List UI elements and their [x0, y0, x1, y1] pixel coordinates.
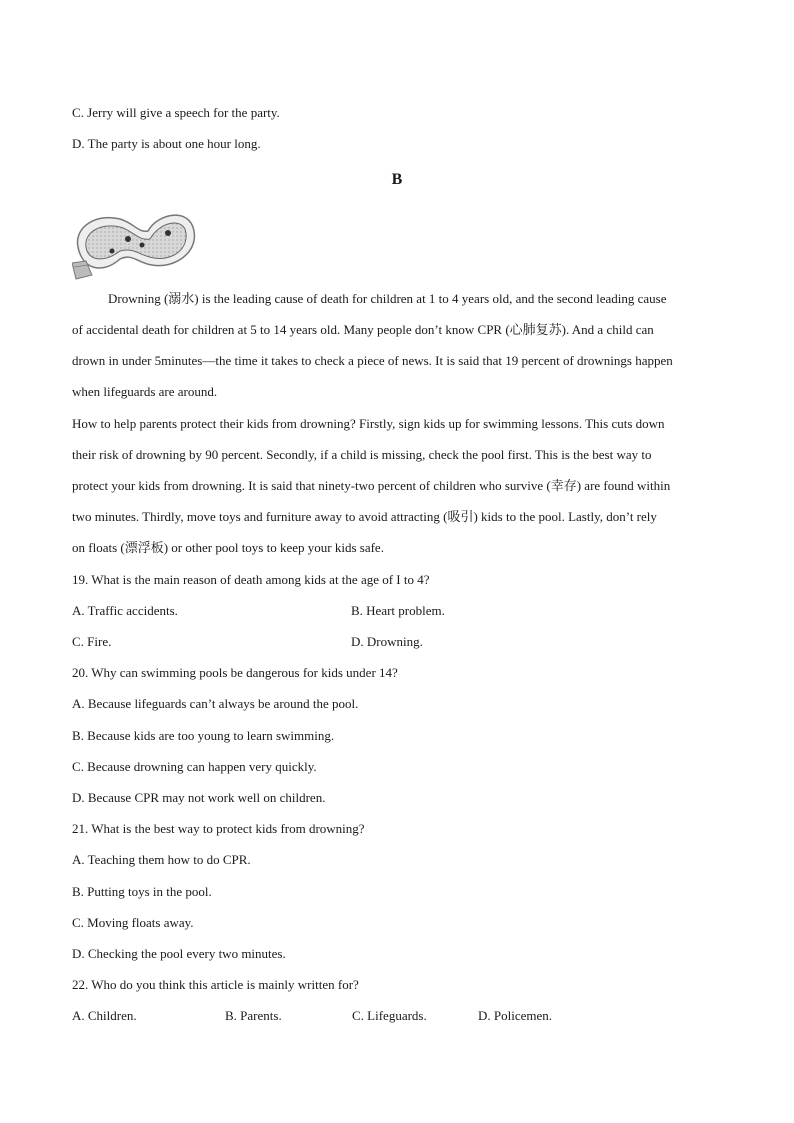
passage-line-8: two minutes. Thirdly, move toys and furniture away to avoid attracting (吸引) kids to the pool. Lastly, don’t rely — [72, 509, 657, 524]
passage-line-2: of accidental death for children at 5 to 14 years old. Many people don’t know CPR (心肺复苏). And a child can — [72, 322, 654, 337]
q22-option-d[interactable]: D. Policemen. — [478, 1008, 553, 1023]
q20-option-d[interactable]: D. Because CPR may not work well on children. — [72, 790, 326, 805]
q19-option-c[interactable]: C. Fire. — [72, 634, 112, 649]
passage-line-6: their risk of drowning by 90 percent. Secondly, if a child is missing, check the pool first. This is the best way to — [72, 447, 652, 462]
passage-line-4: when lifeguards are around. — [72, 384, 218, 399]
question-19: 19. What is the main reason of death among kids at the age of I to 4? — [72, 572, 430, 587]
passage-line-1: Drowning (溺水) is the leading cause of death for children at 1 to 4 years old, and the second leading cause — [108, 291, 667, 306]
option-d-prev: D. The party is about one hour long. — [72, 136, 261, 151]
q21-option-c[interactable]: C. Moving floats away. — [72, 915, 194, 930]
q22-option-b[interactable]: B. Parents. — [225, 1008, 282, 1023]
passage-line-3: drown in under 5minutes—the time it takes to check a piece of news. It is said that 19 percent of drownings happen — [72, 353, 673, 368]
q20-option-a[interactable]: A. Because lifeguards can’t always be around the pool. — [72, 696, 359, 711]
q21-option-a[interactable]: A. Teaching them how to do CPR. — [72, 852, 251, 867]
q21-option-b[interactable]: B. Putting toys in the pool. — [72, 884, 212, 899]
question-22: 22. Who do you think this article is mainly written for? — [72, 977, 359, 992]
question-20: 20. Why can swimming pools be dangerous for kids under 14? — [72, 665, 398, 680]
q22-option-c[interactable]: C. Lifeguards. — [352, 1008, 427, 1023]
q19-option-a[interactable]: A. Traffic accidents. — [72, 603, 178, 618]
q20-option-c[interactable]: C. Because drowning can happen very quickly. — [72, 759, 317, 774]
q19-option-d[interactable]: D. Drowning. — [351, 634, 423, 649]
question-21: 21. What is the best way to protect kids from drowning? — [72, 821, 365, 836]
q19-option-b[interactable]: B. Heart problem. — [351, 603, 445, 618]
passage-line-7: protect your kids from drowning. It is said that ninety-two percent of children who survive (幸存) are found within — [72, 478, 671, 493]
q21-option-d[interactable]: D. Checking the pool every two minutes. — [72, 946, 286, 961]
section-heading: B — [391, 171, 403, 188]
option-c-prev: C. Jerry will give a speech for the party. — [72, 105, 280, 120]
passage-line-5: How to help parents protect their kids from drowning? Firstly, sign kids up for swimming lessons. This cuts down — [72, 416, 665, 431]
q20-option-b[interactable]: B. Because kids are too young to learn swimming. — [72, 728, 335, 743]
passage-line-9: on floats (漂浮板) or other pool toys to keep your kids safe. — [72, 540, 384, 555]
q22-option-a[interactable]: A. Children. — [72, 1008, 137, 1023]
swimming-pool-image — [72, 203, 196, 283]
